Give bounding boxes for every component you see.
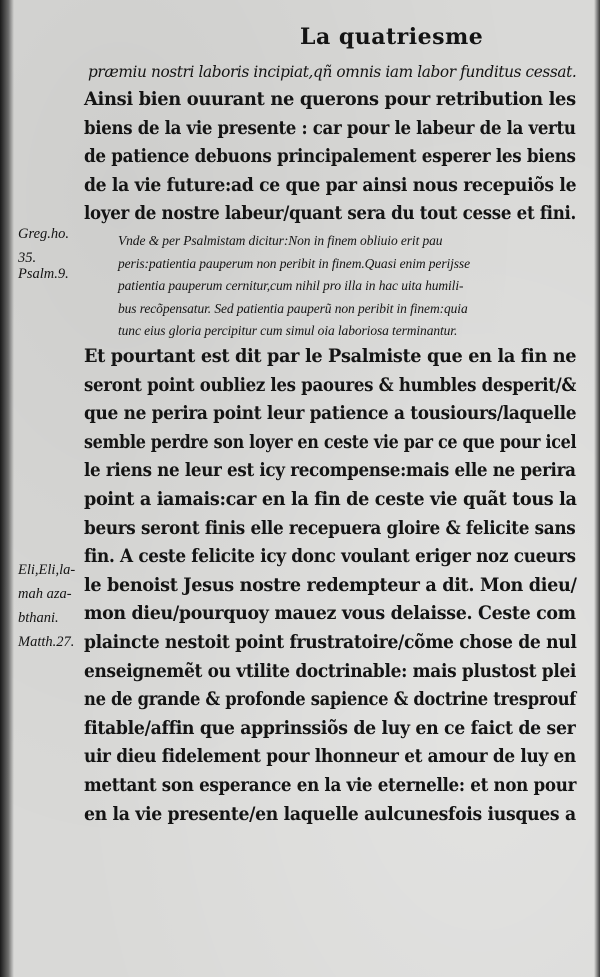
text-line: biens de la vie presente : car pour le labeur de la vertu	[84, 117, 576, 139]
margin-note-line: 35.	[18, 250, 37, 266]
text-line: Ainsi bien ouurant ne querons pour retribution les	[84, 89, 576, 110]
text-line: de patience debuons principalement esperer les biens	[84, 146, 576, 168]
text-line: de la vie future:ad ce que par ainsi nous recepuiõs le	[84, 174, 577, 196]
margin-note-eli	[18, 558, 75, 654]
text-line: beurs seront finis elle recepuera gloire & felicite sans	[84, 517, 576, 539]
paragraph-one	[84, 86, 576, 229]
margin-note-line: mah aza-	[18, 586, 72, 602]
text-line: point a iamais:car en la fin de ceste vie quãt tous la	[84, 488, 577, 510]
margin-note-line: Eli,Eli,la-	[18, 562, 76, 578]
margin-note-line: Matth.27.	[18, 634, 75, 650]
text-line: mon dieu/pourquoy mauez vous delaisse. Ceste com	[84, 603, 576, 625]
running-header: La quatriesme	[300, 24, 484, 50]
quote-line: Vnde & per Psalmistam dicitur:Non in finem obliuio erit pau	[118, 233, 443, 248]
text-line: mettant son esperance en la vie eternelle: et non pour	[84, 774, 577, 796]
text-line: Et pourtant est dit par le Psalmiste que en la fin ne	[84, 346, 577, 367]
margin-note-psalm	[18, 262, 69, 286]
text-line: enseignemẽt ou vtilite doctrinable: mais plustost plei	[84, 660, 577, 682]
page-edge-shadow	[594, 0, 600, 977]
text-line: seront point oubliez les paoures & humbles desperit/&	[84, 374, 577, 396]
text-line: le benoist Jesus nostre redempteur a dit. Mon dieu/	[84, 574, 577, 596]
latin-continuation-line: præmiu nostri laboris incipiat,qñ omnis iam labor funditus cessat.	[88, 62, 577, 81]
margin-note-line: Greg.ho.	[18, 226, 70, 242]
text-line: semble perdre son loyer en ceste vie par ce que pour icel	[84, 431, 577, 453]
text-line: loyer de nostre labeur/quant sera du tout cesse et fini.	[84, 203, 577, 225]
text-line: le riens ne leur est icy recompense:mais elle ne perira	[84, 460, 576, 482]
text-line: plaincte nestoit point frustratoire/cõme chose de nul	[84, 631, 577, 653]
latin-quotation	[118, 230, 578, 343]
text-line: fitable/affin que apprinssiõs de luy en ce faict de ser	[84, 717, 576, 739]
text-line: que ne perira point leur patience a tousiours/laquelle	[84, 403, 577, 425]
quote-line: bus recõpensatur. Sed patientia pauperũ non peribit in finem:quia	[118, 300, 468, 316]
quote-line: tunc eius gloria percipitur cum simul oia laboriosa terminantur.	[118, 323, 458, 338]
quote-line: peris:patientia pauperum non peribit in finem.Quasi enim perijsse	[118, 255, 470, 271]
margin-note-line: Psalm.9.	[18, 266, 69, 282]
text-line: en la vie presente/en laquelle aulcunesfois iusques a	[84, 803, 576, 825]
text-line: fin. A ceste felicite icy donc voulant eriger noz cueurs	[84, 546, 576, 568]
text-line: uir dieu fidelement pour lhonneur et amour de luy en	[84, 746, 576, 768]
margin-note-line: bthani.	[18, 610, 59, 626]
quote-line: patientia pauperum cernitur,cum nihil pro illa in hac uita humili-	[118, 278, 464, 293]
binding-shadow	[0, 0, 14, 977]
text-line: ne de grande & profonde sapience & doctrine tresprouf	[84, 689, 577, 711]
paragraph-two	[84, 343, 576, 829]
